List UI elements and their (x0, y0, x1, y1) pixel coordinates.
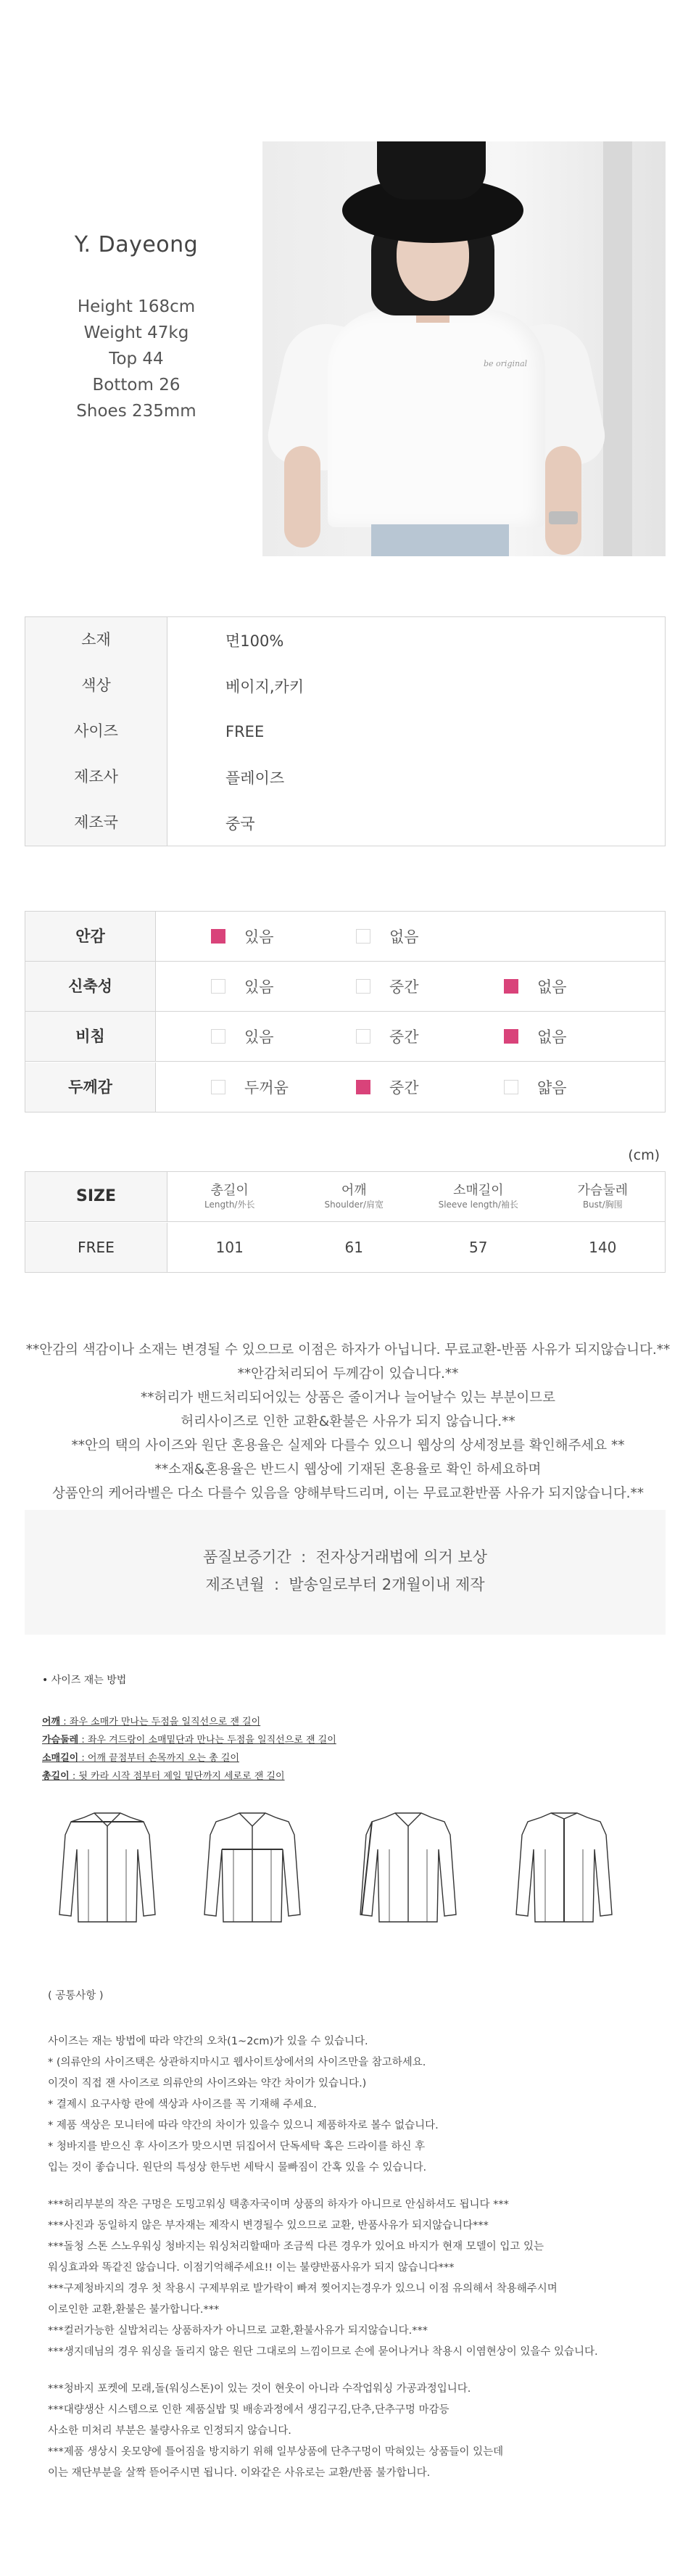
method-term: 총길이 (42, 1771, 70, 1782)
notice-line: **안감처리되어 두께감이 있습니다.** (237, 1366, 459, 1382)
attr-option-label: 중간 (389, 1078, 419, 1097)
attr-option-label: 없음 (537, 978, 567, 996)
model-top: Top 44 (109, 350, 164, 368)
attr-label: 두께감 (25, 1062, 156, 1112)
common-line: ***허리부분의 작은 구멍은 도밍고워싱 택총자국이며 상품의 하자가 아니므로 안심하셔도 됩니다 *** (48, 2199, 509, 2210)
shirt-shoulder-diagram (49, 1806, 165, 1929)
shirt-length-diagram (506, 1806, 622, 1929)
warranty-box (25, 1510, 666, 1635)
method-line (42, 1731, 666, 1749)
model-shoes: Shoes 235mm (76, 402, 196, 421)
wristwatch (549, 511, 578, 524)
method-desc: : 좌우 소매가 만나는 두점을 일직선으로 잰 길이 (60, 1717, 261, 1727)
spec-value: 면100% (225, 632, 284, 650)
shirt-bust-diagram (194, 1806, 310, 1929)
common-line: ***컬러가능한 실밥처리는 상품하자가 아니므로 교환,환불사유가 되지않습니다.*** (48, 2325, 428, 2337)
attr-option (356, 912, 419, 961)
spec-label: 사이즈 (25, 709, 167, 754)
size-header-row (25, 1172, 665, 1222)
checkbox-icon (356, 1080, 370, 1094)
attr-option (211, 1012, 274, 1061)
spec-value: 플레이즈 (225, 769, 285, 787)
spec-table (25, 616, 666, 846)
common-line: ***구제청바지의 경우 첫 착용시 구제부위로 발가락이 빠져 찢어지는경우가 있으니 이점 유의해서 착용해주시며 (48, 2283, 558, 2295)
common-line: * 청바지를 받으신 후 사이즈가 맞으시면 뒤집어서 단독세탁 혹은 드라이를 하신 후 (48, 2141, 426, 2152)
checkbox-icon (504, 979, 518, 994)
size-value-shoulder: 61 (344, 1238, 363, 1256)
model-name: Y. Dayeong (74, 232, 199, 257)
size-value-bust: 140 (589, 1238, 617, 1256)
size-row-free (25, 1222, 665, 1272)
attr-option (504, 1012, 567, 1061)
size-column-ko: 소매길이 (452, 1183, 504, 1198)
spec-label: 제조국 (25, 800, 167, 846)
care-notice (14, 1338, 682, 1506)
spec-row-country (25, 800, 665, 846)
attr-label: 비침 (25, 1012, 156, 1061)
attr-option (504, 962, 567, 1011)
attr-row-stretch (25, 962, 665, 1012)
measure-method (42, 1672, 666, 1786)
attr-option-label: 있음 (244, 928, 274, 946)
size-unit: (cm) (628, 1147, 660, 1163)
method-desc: : 뒷 카라 시작 점부터 제일 밑단까지 세로로 잰 길이 (69, 1771, 285, 1782)
attr-option (356, 962, 419, 1011)
model-info (64, 232, 209, 424)
size-value-sleeve: 57 (469, 1238, 488, 1256)
attr-option (211, 912, 274, 961)
method-term: 가슴둘레 (42, 1735, 79, 1746)
notice-line: **소재&혼용율은 반드시 웹상에 기재된 혼용율로 확인 하세요하며 (154, 1462, 542, 1477)
common-line: 이로인한 교환,환불은 불가합니다.*** (48, 2304, 220, 2316)
checkbox-icon (211, 1080, 225, 1094)
attr-option-label: 얇음 (537, 1078, 567, 1097)
common-line: 사이즈는 재는 방법에 따라 약간의 오차(1~2cm)가 있을 수 있습니다. (48, 2036, 368, 2047)
model-height: Height 168cm (77, 297, 196, 316)
attr-option-label: 있음 (244, 978, 274, 996)
common-line: ***돌청 스톤 스노우워싱 청바지는 워싱처리할때마 조금씩 다른 경우가 있어요 바지가 현재 모델이 입고 있는 (48, 2241, 544, 2253)
method-line (42, 1749, 666, 1767)
size-column-length (167, 1183, 292, 1210)
common-line: * 결제시 요구사항 란에 색상과 사이즈를 꼭 기재해 주세요. (48, 2099, 317, 2110)
size-column-sleeve (416, 1183, 541, 1210)
common-line: ***생지데님의 경우 워싱을 돌리지 않은 원단 그대로의 느낌이므로 손에 묻어나거나 착용시 이염현상이 있을수 있습니다. (48, 2346, 598, 2358)
attr-row-lining (25, 912, 665, 962)
attribute-table (25, 911, 666, 1112)
attr-label: 안감 (25, 912, 156, 961)
method-term: 소매길이 (42, 1753, 79, 1764)
shirt-sleeve-diagram (350, 1806, 466, 1929)
checkbox-icon (356, 929, 370, 944)
size-column-en: Sleeve length/袖长 (438, 1200, 518, 1210)
checkbox-icon (211, 1029, 225, 1044)
attr-option-label: 없음 (537, 1028, 567, 1046)
model-section (0, 0, 696, 573)
spec-label: 색상 (25, 663, 167, 709)
attr-option-label: 있음 (244, 1028, 274, 1046)
common-line: 사소한 미처리 부분은 불량사유로 인정되지 않습니다. (48, 2425, 291, 2437)
attr-option (211, 962, 274, 1011)
attr-label: 신축성 (25, 962, 156, 1011)
white-tshirt (328, 310, 545, 527)
attr-option (211, 1062, 289, 1112)
spec-row-material (25, 617, 665, 663)
checkbox-icon (211, 979, 225, 994)
size-column-ko: 가슴둘레 (577, 1183, 629, 1198)
checkbox-icon (504, 1080, 518, 1094)
attr-option-label: 없음 (389, 928, 419, 946)
attr-option (356, 1062, 419, 1112)
attr-option-label: 중간 (389, 1028, 419, 1046)
common-line: ***대량생산 시스템으로 인한 제품실밥 및 배송과정에서 생김구김,단추,단추구멍 마감등 (48, 2404, 450, 2416)
size-column-ko: 총길이 (210, 1183, 249, 1198)
size-row-label: FREE (25, 1223, 167, 1272)
attr-option-label: 중간 (389, 978, 419, 996)
common-line: 이것이 직접 잰 사이즈로 의류안의 사이즈와는 약간 차이가 있습니다.) (48, 2078, 367, 2089)
common-line: 워싱효과와 똑같진 않습니다. 이점기억해주세요!! 이는 불량반품사유가 되지 않습니다*** (48, 2262, 455, 2274)
spec-value: 중국 (225, 814, 255, 833)
method-desc: : 좌우 겨드랑이 소매밑단과 만나는 두점을 일직선으로 잰 길이 (78, 1735, 336, 1746)
measure-diagrams (42, 1806, 644, 1936)
common-line: ***청바지 포켓에 모래,돌(워싱스톤)이 있는 것이 현웃이 아니라 수작업워싱 가공과정입니다. (48, 2383, 471, 2395)
shirt-print: be original (484, 359, 528, 368)
spec-label: 소재 (25, 617, 167, 663)
common-line: 이는 재단부분을 살짝 뜯어주시면 됩니다. 이와같은 사유로는 교환/반품 불가합니다. (48, 2467, 431, 2479)
common-title: ( 공통사항 ) (48, 1990, 104, 2002)
spec-label: 제조사 (25, 754, 167, 800)
size-header-label: SIZE (25, 1172, 167, 1221)
size-column-ko: 어깨 (341, 1183, 367, 1198)
common-line: ***제품 생상시 옷모양에 틀어짐을 방지하기 위해 일부상품에 단추구멍이 막혀있는 상품들이 있는데 (48, 2446, 504, 2458)
attr-option-label: 두꺼움 (244, 1078, 289, 1097)
size-column-en: Shoulder/肩宽 (324, 1200, 384, 1210)
size-column-bust (541, 1183, 666, 1210)
size-value-length: 101 (215, 1238, 244, 1256)
common-line: ***사진과 동일하지 않은 부자재는 제작시 변경될수 있으므로 교환, 반품사유가 되지않습니다*** (48, 2220, 489, 2232)
method-desc: : 어깨 끝점부터 손목까지 오는 총 길이 (78, 1753, 239, 1764)
notice-line: 상품안의 케어라벨은 다소 다를수 있음을 양해부탁드리며, 이는 무료교환반품 사유가 되지않습니다.** (52, 1486, 644, 1501)
model-bottom: Bottom 26 (92, 376, 181, 395)
size-column-en: Bust/胸围 (582, 1200, 623, 1210)
spec-value: FREE (225, 722, 265, 740)
method-term: 어깨 (42, 1717, 61, 1727)
checkbox-icon (211, 929, 225, 944)
size-column-shoulder (292, 1183, 417, 1210)
common-line: * 제품 색상은 모니터에 따라 약간의 차이가 있을수 있으니 제품하자로 볼수 없습니다. (48, 2120, 439, 2131)
size-column-en: Length/外长 (204, 1200, 255, 1210)
attr-option (356, 1012, 419, 1061)
size-table (25, 1171, 666, 1273)
method-line (42, 1713, 666, 1731)
notice-line: 허리사이즈로 인한 교환&환불은 사유가 되지 않습니다.** (181, 1414, 515, 1429)
spec-row-color (25, 663, 665, 709)
spec-row-size (25, 709, 665, 754)
checkbox-icon (356, 979, 370, 994)
attr-row-thickness (25, 1062, 665, 1112)
method-title: • 사이즈 재는 방법 (42, 1675, 127, 1686)
manufacture-date: 제조년월 : 발송일로부터 2개월이내 제작 (205, 1576, 485, 1593)
notice-line: **안감의 색감이나 소재는 변경될 수 있으므로 이점은 하자가 아닙니다. 무료교환-반품 사유가 되지않습니다.** (25, 1342, 671, 1358)
common-notes (48, 1987, 671, 2484)
checkbox-icon (356, 1029, 370, 1044)
spec-row-manufacturer (25, 754, 665, 800)
checkbox-icon (504, 1029, 518, 1044)
notice-line: **안의 택의 사이즈와 원단 혼용율은 실제와 다를수 있으니 웹상의 상세정보를 확인해주세요 ** (71, 1438, 625, 1453)
model-weight: Weight 47kg (83, 323, 189, 342)
notice-line: **허리가 밴드처리되어있는 상품은 줄이거나 늘어날수 있는 부분이므로 (140, 1390, 556, 1405)
warranty-period: 품질보증기간 : 전자상거래법에 의거 보상 (203, 1548, 487, 1566)
common-line: * (의류안의 사이즈택은 상관하지마시고 웹사이트상에서의 사이즈만을 참고하세요. (48, 2057, 426, 2068)
method-line (42, 1767, 666, 1786)
model-photo (262, 141, 666, 556)
attr-option (504, 1062, 567, 1112)
common-line: 입는 것이 좋습니다. 원단의 특성상 한두번 세탁시 물빠짐이 간혹 있을 수 있습니다. (48, 2162, 427, 2174)
spec-value: 베이지,카키 (225, 677, 304, 695)
attr-row-sheer (25, 1012, 665, 1062)
